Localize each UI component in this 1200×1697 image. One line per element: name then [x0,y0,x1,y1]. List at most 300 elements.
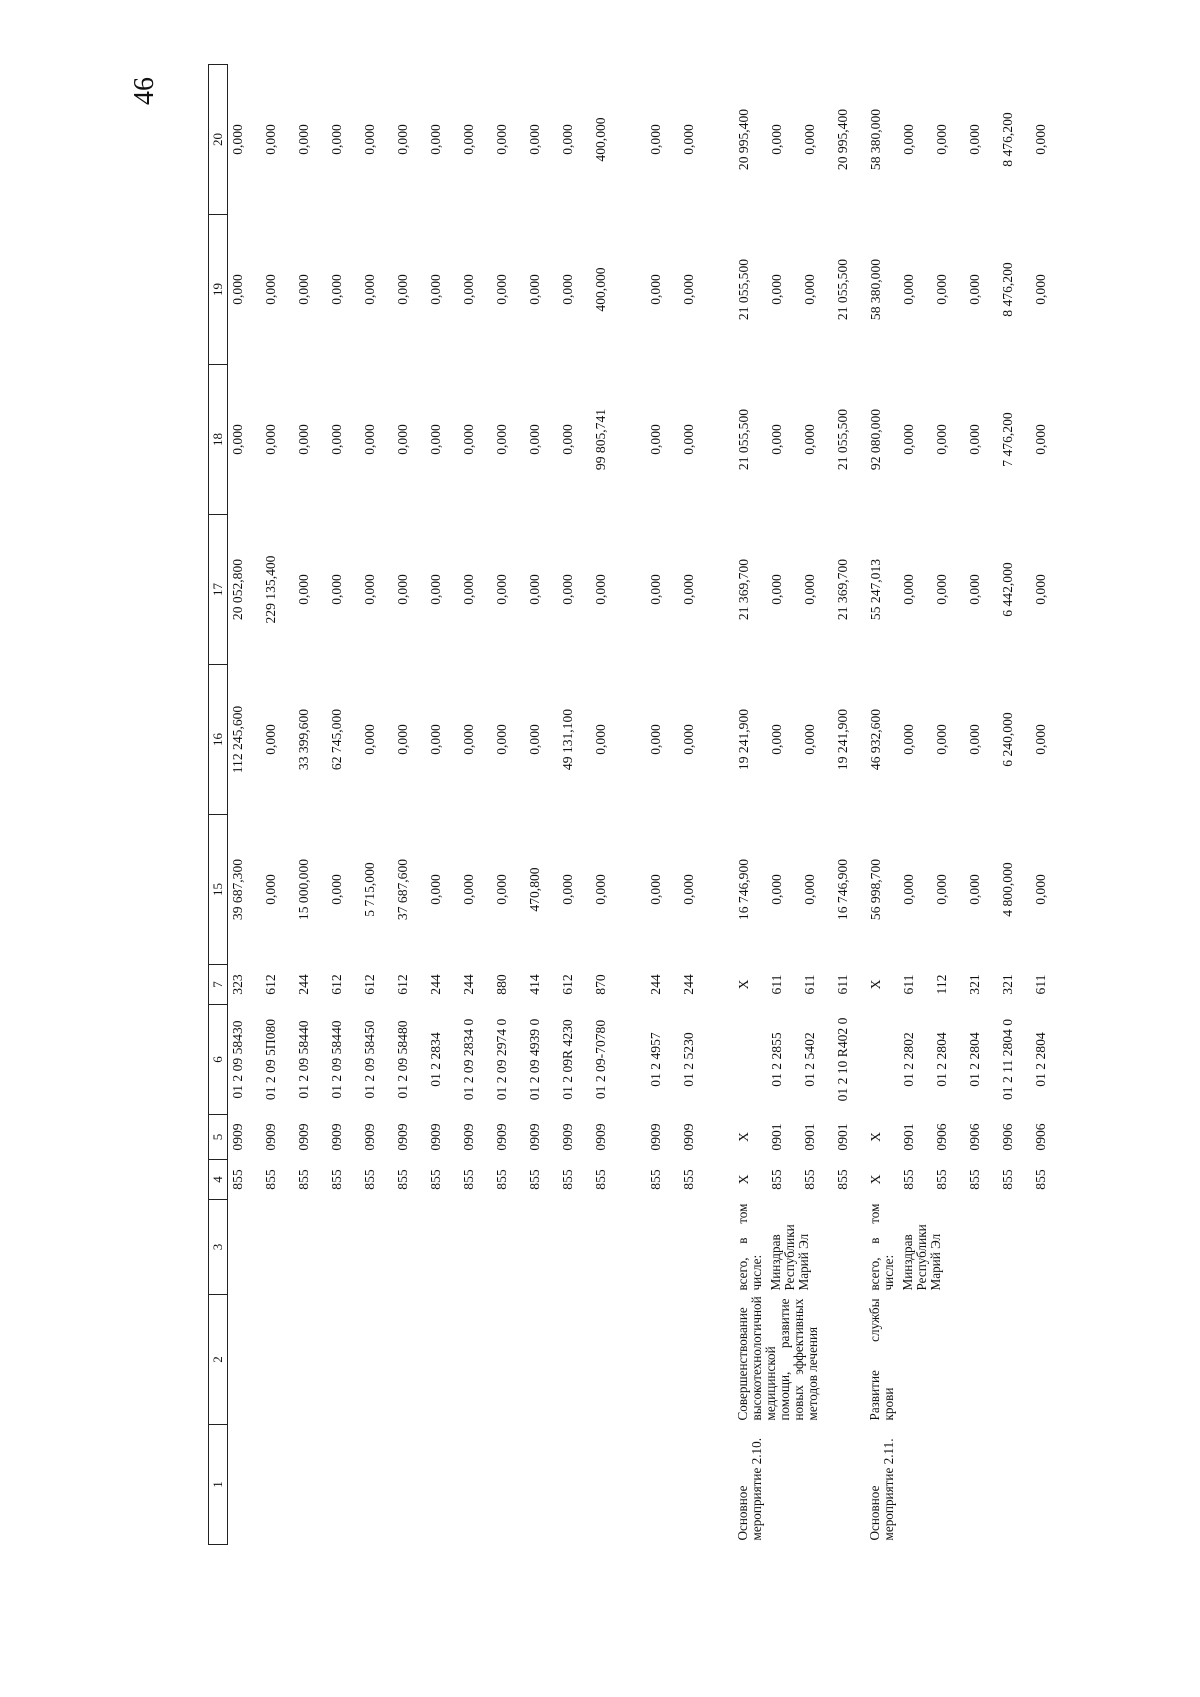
expense-type-cell: 611 [802,974,817,995]
amount-cell: 21 369,700 [736,558,751,621]
amount-cell: 0,000 [802,724,817,755]
section-code-cell: 0901 [802,1123,817,1151]
spacer-cell [624,65,646,1545]
table-row [866,65,899,1545]
activity-name-cell [558,1425,591,1545]
spacer-row [624,65,646,1545]
amount-cell: 0,000 [560,574,575,605]
grbs-code-cell: 855 [1000,1169,1015,1190]
section-code-cell: 0906 [934,1123,949,1151]
amount-cell: 0,000 [494,574,509,605]
executor-cell: всего, в том числе: [867,1203,896,1291]
activity-name-cell [646,1425,679,1545]
amount-cell: 0,000 [901,574,916,605]
header-cell: 15 [209,815,228,965]
amount-cell: 0,000 [395,724,410,755]
expense-type-cell: 414 [527,974,542,995]
header-cell: 1 [209,1425,228,1545]
grbs-code-cell: 855 [901,1169,916,1190]
section-code-cell: 0906 [967,1123,982,1151]
table-row [734,65,767,1545]
section-code-cell: 0909 [296,1123,311,1151]
target-article-cell: 01 2 09 2834 0 [461,1018,476,1101]
target-article-cell: 01 2 09 58450 [362,1020,377,1099]
amount-cell: 0,000 [1033,274,1048,305]
section-code-cell: 0906 [1000,1123,1015,1151]
amount-cell: 0,000 [560,274,575,305]
activity-name-cell: Основное мероприятие 2.10. [735,1437,764,1541]
activity-name-cell [360,1425,393,1545]
amount-cell: 33 399,600 [296,708,311,771]
target-article-cell: 01 2 2802 [901,1032,916,1087]
table-row [558,65,591,1545]
amount-cell: 0,000 [769,874,784,905]
activity-description-cell [525,1295,558,1425]
grbs-code-cell: 855 [362,1169,377,1190]
amount-cell: 0,000 [1033,874,1048,905]
amount-cell: 21 055,500 [835,258,850,321]
rotated-page-content [208,65,1200,1545]
amount-cell: 0,000 [461,874,476,905]
amount-cell: 62 745,000 [329,708,344,771]
activity-description-cell [228,1295,262,1425]
grbs-code-cell: 855 [1033,1169,1048,1190]
amount-cell: 0,000 [681,124,696,155]
header-cell: 18 [209,365,228,515]
amount-cell: 0,000 [967,574,982,605]
amount-cell: 0,000 [648,124,663,155]
grbs-code-cell: 855 [395,1169,410,1190]
column-number-header [209,65,228,1545]
amount-cell: 0,000 [395,574,410,605]
activity-name-cell: Основное мероприятие 2.11. [867,1438,896,1541]
amount-cell: 49 131,100 [560,708,575,771]
amount-cell: 0,000 [263,124,278,155]
amount-cell: 0,000 [494,424,509,455]
amount-cell: 21 369,700 [835,558,850,621]
amount-cell: 6 240,000 [1000,712,1015,767]
amount-cell: 21 055,500 [736,258,751,321]
grbs-code-cell: 855 [560,1169,575,1190]
section-code-cell: 0909 [560,1123,575,1151]
amount-cell: 0,000 [901,124,916,155]
amount-cell: 8 476,200 [1000,262,1015,317]
amount-cell: 0,000 [461,574,476,605]
expense-type-cell: 611 [835,974,850,995]
amount-cell: 0,000 [681,874,696,905]
amount-cell: 0,000 [934,874,949,905]
activity-name-cell [327,1425,360,1545]
table-row [261,65,294,1545]
amount-cell: 0,000 [329,424,344,455]
amount-cell: 0,000 [802,424,817,455]
grbs-code-cell: X [736,1174,751,1185]
activity-name-cell [294,1425,327,1545]
expense-type-cell: 612 [560,974,575,995]
expense-type-cell: 244 [648,974,663,995]
amount-cell: 0,000 [329,874,344,905]
amount-cell: 0,000 [967,724,982,755]
amount-cell: 0,000 [967,424,982,455]
amount-cell: 0,000 [802,124,817,155]
expense-type-cell: X [736,979,751,990]
amount-cell: 0,000 [769,124,784,155]
amount-cell: 0,000 [230,274,245,305]
amount-cell: 400,000 [593,267,608,312]
target-article-cell: 01 2 09-70780 [593,1019,608,1100]
target-article-cell: 01 2 5402 [802,1032,817,1087]
amount-cell: 0,000 [1033,724,1048,755]
amount-cell: 39 687,300 [230,858,245,921]
amount-cell: 8 476,200 [1000,112,1015,167]
amount-cell: 0,000 [362,574,377,605]
amount-cell: 0,000 [560,424,575,455]
amount-cell: 0,000 [461,124,476,155]
expense-type-cell: 612 [395,974,410,995]
section-code-cell: 0909 [362,1123,377,1151]
amount-cell: 0,000 [296,424,311,455]
expense-type-cell: 323 [230,974,245,995]
target-article-cell: 01 2 09 58480 [395,1020,410,1099]
expense-type-cell: 321 [1000,974,1015,995]
amount-cell: 0,000 [428,274,443,305]
section-code-cell: 0901 [769,1123,784,1151]
amount-cell: 0,000 [329,124,344,155]
amount-cell: 55 247,013 [868,558,883,621]
amount-cell: 58 380,000 [868,258,883,321]
amount-cell: 0,000 [428,574,443,605]
amount-cell: 0,000 [395,124,410,155]
amount-cell: 15 000,000 [296,858,311,921]
executor-cell [492,1200,525,1295]
amount-cell: 400,000 [593,117,608,162]
amount-cell: 0,000 [230,424,245,455]
expense-type-cell: 112 [934,974,949,995]
activity-description-cell [558,1295,591,1425]
target-article-cell: 01 2 2834 [428,1032,443,1087]
target-article-cell: 01 2 2804 [1033,1032,1048,1087]
amount-cell: 0,000 [494,124,509,155]
amount-cell: 0,000 [934,724,949,755]
amount-cell: 0,000 [362,424,377,455]
executor-cell [591,1200,624,1295]
section-code-cell: 0909 [527,1123,542,1151]
amount-cell: 4 800,000 [1000,862,1015,917]
header-cell: 17 [209,515,228,665]
amount-cell: 0,000 [395,424,410,455]
amount-cell: 0,000 [461,724,476,755]
grbs-code-cell: 855 [648,1169,663,1190]
executor-cell [228,1200,262,1295]
expense-type-cell: 612 [329,974,344,995]
target-article-cell: 01 2 2855 [769,1032,784,1087]
section-code-cell: 0909 [395,1123,410,1151]
table-row [459,65,492,1545]
amount-cell: 19 241,900 [835,708,850,771]
activity-description-cell [327,1295,360,1425]
executor-cell [646,1200,679,1295]
amount-cell: 92 080,000 [868,408,883,471]
amount-cell: 0,000 [527,124,542,155]
section-code-cell: 0909 [593,1123,608,1151]
amount-cell: 0,000 [560,874,575,905]
amount-cell: 0,000 [967,274,982,305]
activity-description-cell [492,1295,525,1425]
section-code-cell: 0909 [681,1123,696,1151]
expense-type-cell: 244 [428,974,443,995]
executor-cell [393,1200,426,1295]
executor-cell: Минздрав Республики Марий Эл [768,1224,811,1291]
amount-cell: 0,000 [802,574,817,605]
amount-cell: 0,000 [648,424,663,455]
amount-cell: 0,000 [428,424,443,455]
amount-cell: 20 995,400 [736,108,751,171]
target-article-cell: 01 2 5230 [681,1032,696,1087]
amount-cell: 0,000 [362,724,377,755]
amount-cell: 0,000 [593,574,608,605]
section-code-cell: X [868,1132,883,1142]
amount-cell: 0,000 [1033,574,1048,605]
grbs-code-cell: 855 [934,1169,949,1190]
table-row [679,65,712,1545]
section-code-cell: X [736,1132,751,1142]
header-cell: 3 [209,1200,228,1295]
amount-cell: 0,000 [934,424,949,455]
amount-cell: 0,000 [230,124,245,155]
grbs-code-cell: 855 [593,1169,608,1190]
header-cell: 20 [209,65,228,215]
amount-cell: 0,000 [769,574,784,605]
grbs-code-cell: 855 [296,1169,311,1190]
target-article-cell: 01 2 09 58440 [296,1020,311,1099]
target-article-cell: 01 2 09R 4230 [560,1019,575,1100]
amount-cell: 0,000 [428,724,443,755]
amount-cell: 0,000 [428,124,443,155]
table-row [426,65,459,1545]
amount-cell: 0,000 [967,124,982,155]
grbs-code-cell: 855 [681,1169,696,1190]
executor-cell [360,1200,393,1295]
amount-cell: 0,000 [934,274,949,305]
header-cell: 2 [209,1295,228,1425]
amount-cell: 0,000 [681,574,696,605]
amount-cell: 0,000 [769,724,784,755]
target-article-cell: 01 2 2804 [934,1032,949,1087]
executor-cell [294,1200,327,1295]
amount-cell: 0,000 [648,274,663,305]
section-code-cell: 0909 [329,1123,344,1151]
expense-type-cell: 611 [901,974,916,995]
grbs-code-cell: 855 [230,1169,245,1190]
amount-cell: 0,000 [527,424,542,455]
target-article-cell: 01 2 2804 [967,1032,982,1087]
activity-name-cell [459,1425,492,1545]
activity-name-cell [393,1425,426,1545]
amount-cell: 21 055,500 [736,408,751,471]
amount-cell: 0,000 [296,274,311,305]
amount-cell: 56 998,700 [868,858,883,921]
amount-cell: 0,000 [934,574,949,605]
amount-cell: 46 932,600 [868,708,883,771]
amount-cell: 0,000 [527,274,542,305]
amount-cell: 229 135,400 [263,555,278,624]
amount-cell: 58 380,000 [868,108,883,171]
table-row [228,65,262,1545]
grbs-code-cell: 855 [802,1169,817,1190]
amount-cell: 0,000 [901,874,916,905]
expense-type-cell: 244 [461,974,476,995]
amount-cell: 20 052,800 [230,558,245,621]
budget-table [208,64,1064,1545]
amount-cell: 5 715,000 [362,862,377,917]
amount-cell: 0,000 [967,874,982,905]
activity-name-cell [525,1425,558,1545]
amount-cell: 0,000 [593,724,608,755]
activity-description-cell [360,1295,393,1425]
grbs-code-cell: 855 [835,1169,850,1190]
page-number: 46 [129,77,160,105]
amount-cell: 0,000 [263,874,278,905]
section-code-cell: 0909 [461,1123,476,1151]
amount-cell: 0,000 [769,274,784,305]
section-code-cell: 0901 [835,1123,850,1151]
amount-cell: 470,800 [527,867,542,912]
target-article-cell [866,1005,899,1115]
amount-cell: 0,000 [934,124,949,155]
expense-type-cell: 611 [1033,974,1048,995]
amount-cell: 16 746,900 [835,858,850,921]
grbs-code-cell: 855 [494,1169,509,1190]
amount-cell: 99 805,741 [593,408,608,471]
activity-description-cell [393,1295,426,1425]
header-cell: 7 [209,965,228,1005]
activity-name-cell [261,1425,294,1545]
table-row [327,65,360,1545]
executor-cell: всего, в том числе: [735,1203,764,1291]
amount-cell: 0,000 [263,274,278,305]
table-row [294,65,327,1545]
section-code-cell: 0909 [494,1123,509,1151]
section-code-cell: 0909 [648,1123,663,1151]
amount-cell: 0,000 [901,424,916,455]
amount-cell: 19 241,900 [736,708,751,771]
section-code-cell: 0906 [1033,1123,1048,1151]
amount-cell: 0,000 [901,274,916,305]
header-cell: 19 [209,215,228,365]
amount-cell: 0,000 [802,874,817,905]
expense-type-cell: X [868,979,883,990]
grbs-code-cell: 855 [967,1169,982,1190]
amount-cell: 0,000 [428,874,443,905]
table-row [646,65,679,1545]
activity-description-cell [459,1295,492,1425]
section-code-cell: 0909 [263,1123,278,1151]
target-article-cell: 01 2 09 5П080 [263,1018,278,1101]
amount-cell: 0,000 [1033,424,1048,455]
grbs-code-cell: 855 [527,1169,542,1190]
executor-cell [426,1200,459,1295]
executor-cell [679,1200,712,1295]
amount-cell: 0,000 [329,574,344,605]
header-cell: 4 [209,1160,228,1200]
amount-cell: 0,000 [802,274,817,305]
header-cell: 5 [209,1115,228,1160]
activity-description-cell [294,1295,327,1425]
expense-type-cell: 612 [362,974,377,995]
amount-cell: 20 995,400 [835,108,850,171]
table-row [360,65,393,1545]
amount-cell: 0,000 [494,724,509,755]
target-article-cell: 01 2 09 2974 0 [494,1018,509,1101]
amount-cell: 0,000 [648,574,663,605]
target-article-cell: 01 2 11 2804 0 [1000,1018,1015,1101]
amount-cell: 16 746,900 [736,858,751,921]
activity-description-cell [591,1295,624,1425]
amount-cell: 0,000 [560,124,575,155]
grbs-code-cell: 855 [461,1169,476,1190]
target-article-cell: 01 2 10 R402 0 [835,1017,850,1102]
table-row [525,65,558,1545]
target-article-cell: 01 2 09 4939 0 [527,1018,542,1101]
executor-cell: Минздрав Республики Марий Эл [900,1224,943,1291]
spacer-row [712,65,734,1545]
amount-cell: 6 442,000 [1000,562,1015,617]
amount-cell: 0,000 [494,874,509,905]
amount-cell: 0,000 [362,274,377,305]
activity-description-cell [646,1295,679,1425]
amount-cell: 0,000 [681,424,696,455]
amount-cell: 0,000 [593,874,608,905]
activity-name-cell [591,1425,624,1545]
activity-name-cell [492,1425,525,1545]
spacer-cell [712,65,734,1545]
executor-cell [558,1200,591,1295]
activity-description-cell [679,1295,712,1425]
amount-cell: 0,000 [901,724,916,755]
amount-cell: 0,000 [461,274,476,305]
amount-cell: 0,000 [296,574,311,605]
expense-type-cell: 321 [967,974,982,995]
amount-cell: 0,000 [263,424,278,455]
grbs-code-cell: 855 [329,1169,344,1190]
executor-cell [327,1200,360,1295]
expense-type-cell: 244 [681,974,696,995]
section-code-cell: 0901 [901,1123,916,1151]
header-cell: 16 [209,665,228,815]
grbs-code-cell: 855 [769,1169,784,1190]
amount-cell: 0,000 [362,124,377,155]
amount-cell: 112 245,600 [230,705,245,774]
grbs-code-cell: X [868,1174,883,1185]
amount-cell: 0,000 [527,724,542,755]
target-article-cell: 01 2 4957 [648,1032,663,1087]
amount-cell: 21 055,500 [835,408,850,471]
activity-name-cell [426,1425,459,1545]
expense-type-cell: 612 [263,974,278,995]
executor-cell [459,1200,492,1295]
amount-cell: 0,000 [494,274,509,305]
amount-cell: 0,000 [681,724,696,755]
amount-cell: 7 476,200 [1000,412,1015,467]
section-code-cell: 0909 [230,1123,245,1151]
amount-cell: 0,000 [769,424,784,455]
activity-name-cell [679,1425,712,1545]
target-article-cell [734,1005,767,1115]
amount-cell: 0,000 [1033,124,1048,155]
executor-cell [525,1200,558,1295]
activity-description-cell [426,1295,459,1425]
table-row [393,65,426,1545]
